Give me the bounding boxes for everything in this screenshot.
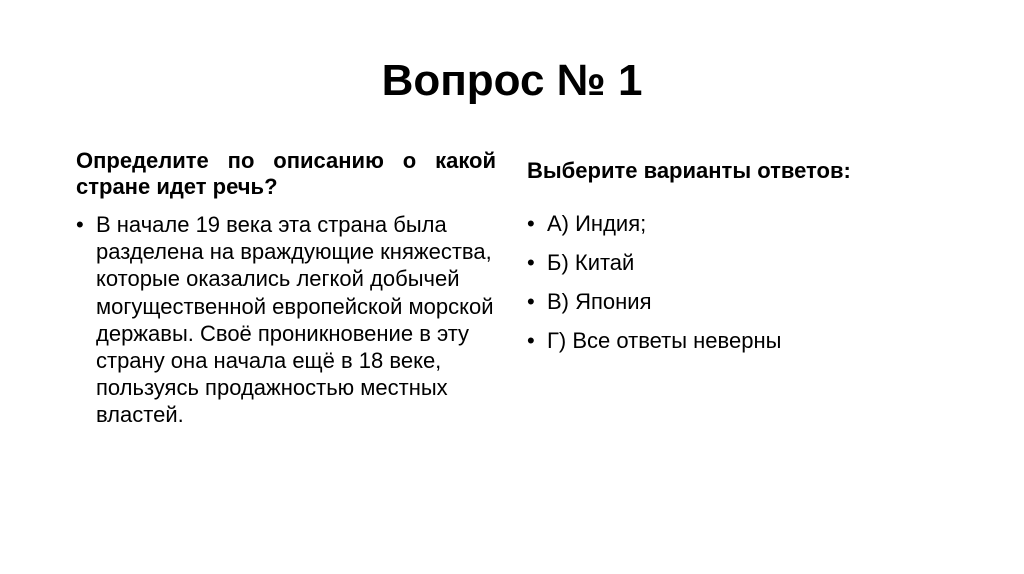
bullet-dot: • — [527, 250, 535, 275]
answers-column — [527, 158, 967, 366]
answer-option-label: А) Индия; — [547, 211, 647, 236]
answer-option-label: Г) Все ответы неверны — [547, 328, 782, 353]
bullet-dot: • — [76, 212, 84, 237]
answer-options-list — [527, 210, 967, 354]
slide-title: Вопрос № 1 — [381, 56, 643, 105]
answer-option — [527, 210, 967, 237]
answer-option-label: Б) Китай — [547, 250, 635, 275]
bullet-dot: • — [527, 289, 535, 314]
question-column — [76, 148, 496, 429]
question-description-text: В начале 19 века эта страна была разделена на враждующие княжества, которые оказались легкой добычей могущественной европейской морской державы. Своё проникновение в эту страну она начала ещё в 18 веке, пользуясь продажностью местных властей. — [96, 212, 494, 428]
answer-option — [527, 288, 967, 315]
bullet-dot: • — [527, 211, 535, 236]
question-heading: Определите по описанию о какой стране идет речь? — [76, 148, 496, 199]
answer-option — [527, 249, 967, 276]
answer-option-label: В) Япония — [547, 289, 652, 314]
answer-option — [527, 327, 967, 354]
bullet-dot: • — [527, 328, 535, 353]
question-description — [76, 211, 496, 429]
question-bullet-list — [76, 211, 496, 429]
answers-heading: Выберите варианты ответов: — [527, 158, 851, 183]
